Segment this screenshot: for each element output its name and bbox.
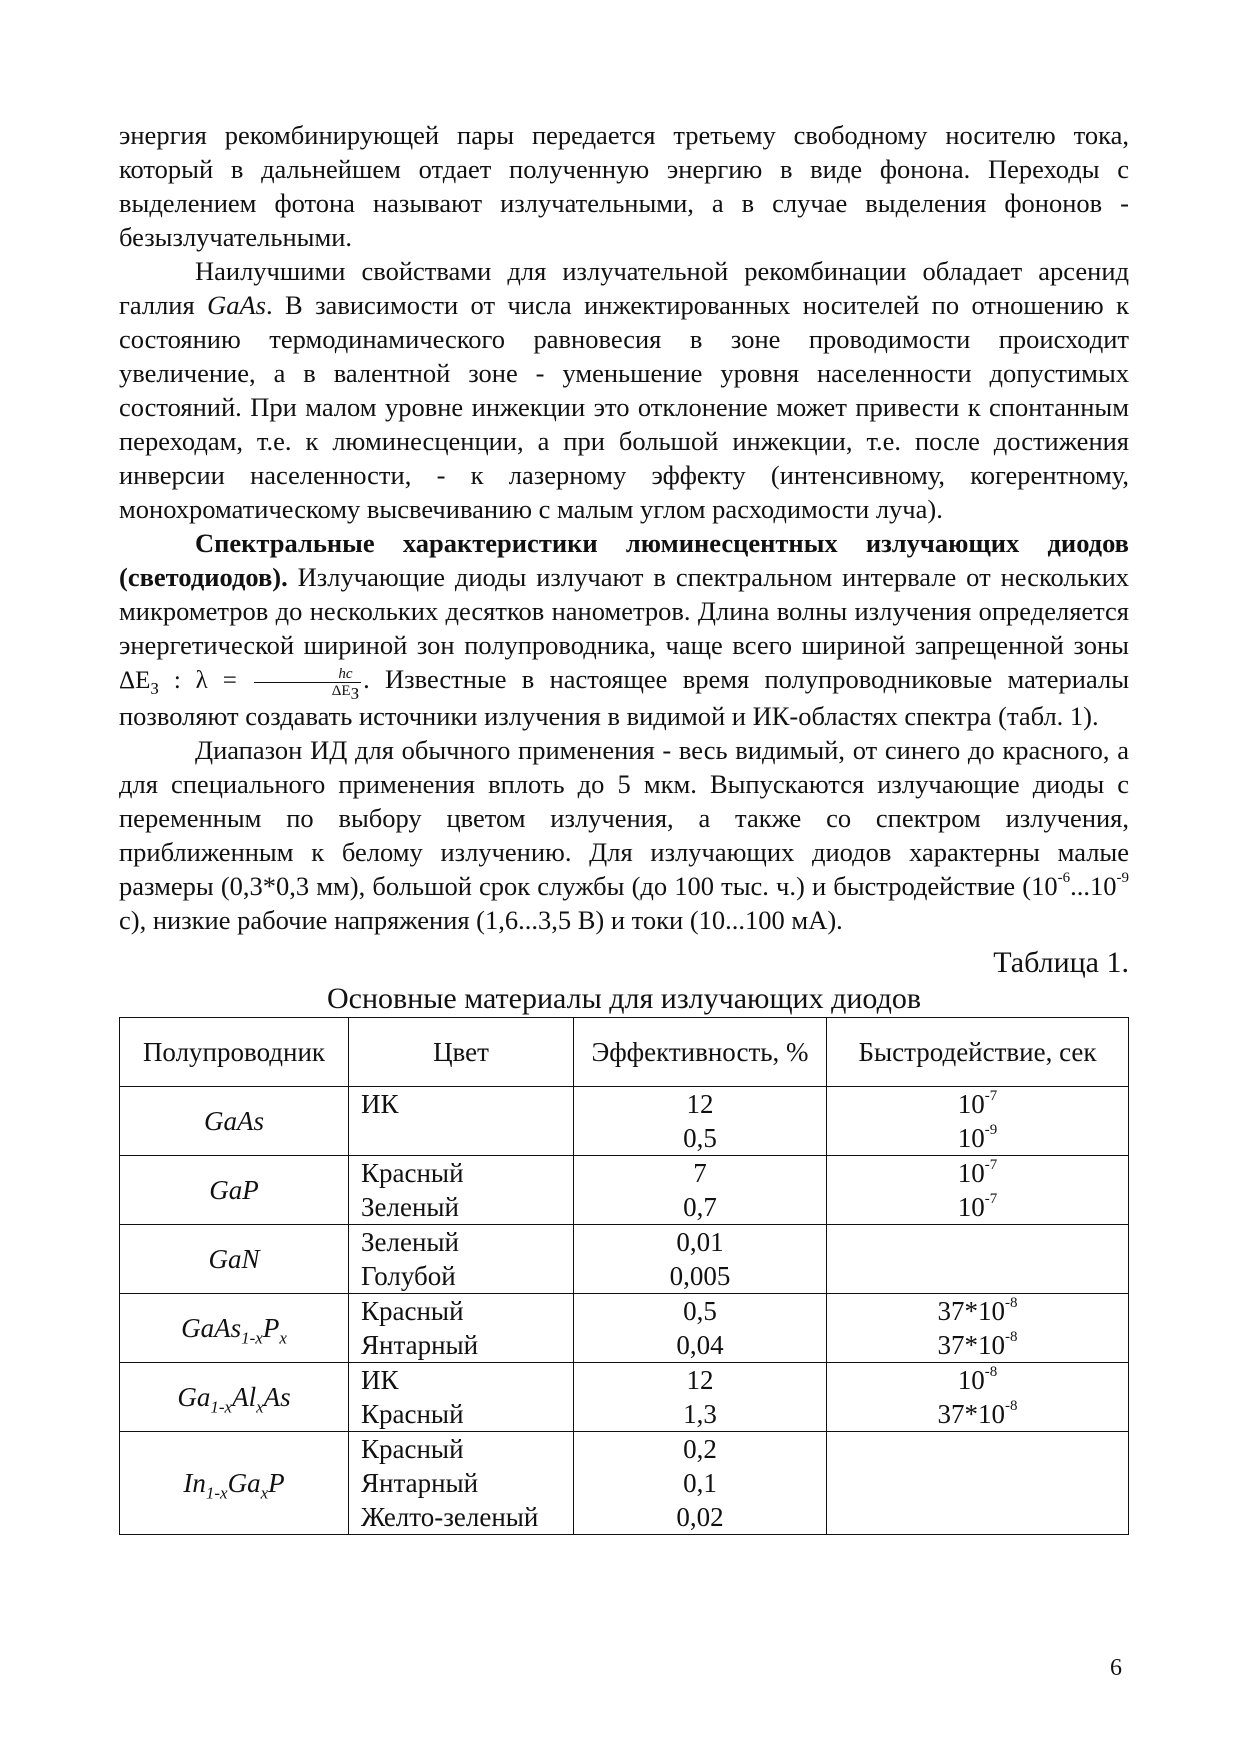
color-cell [349, 1224, 574, 1293]
efficiency-value: 12 [686, 1364, 714, 1395]
material-part: As [263, 1381, 291, 1412]
efficiency-value: 0,5 [683, 1122, 717, 1153]
paragraph-3-text-a: Излучающие диоды излучают в спектральном интервале от нескольких микрометров до нескольких десятков нанометров. Длина волны излучения определяется энергетической шириной зон полупроводника, чаще всего шириной запрещенной зоны [119, 562, 1129, 660]
material-part: P [262, 1312, 280, 1343]
material-subscript: 1-x [241, 1328, 263, 1348]
speed-value [827, 1294, 1128, 1328]
color-value: Зеленый [361, 1226, 460, 1257]
efficiency-value: 0,2 [683, 1433, 717, 1464]
material-part: P [268, 1467, 285, 1498]
formula-den-sub: З [350, 683, 360, 703]
material-cell [120, 1086, 349, 1155]
color-value: Зеленый [361, 1191, 460, 1222]
formula-denominator [254, 682, 361, 703]
efficiency-value: 0,04 [676, 1329, 724, 1360]
material-cell [120, 1362, 349, 1431]
speed-exponent: -7 [984, 1190, 998, 1207]
paragraph-2-text-a: Наилучшими свойствами для излучательной рекомбинации обладает арсенид галлия [119, 256, 1129, 320]
speed-exponent: -8 [1005, 1328, 1018, 1345]
header-speed: Быстродействие, сек [827, 1017, 1129, 1086]
efficiency-value: 7 [693, 1157, 707, 1188]
color-value: Голубой [361, 1260, 456, 1291]
speed-exponent: -9 [984, 1121, 998, 1138]
speed-mantissa: 37* [937, 1329, 978, 1360]
color-cell [349, 1293, 574, 1362]
table-row [120, 1224, 1129, 1293]
table-title: Основные материалы для излучающих диодов [327, 981, 921, 1015]
header-color: Цвет [349, 1017, 574, 1086]
speed-base: 10 [957, 1191, 985, 1222]
efficiency-cell [574, 1431, 827, 1534]
speed-base: 10 [978, 1329, 1005, 1360]
speed-mantissa: 37* [937, 1398, 978, 1429]
table-caption: Таблица 1. [993, 945, 1129, 979]
material-part: GaAs [181, 1312, 242, 1343]
efficiency-cell [574, 1155, 827, 1224]
color-value: Янтарный [361, 1467, 479, 1498]
formula-sub: З [150, 679, 159, 698]
color-value: Красный [361, 1157, 464, 1188]
color-value: Янтарный [361, 1329, 479, 1360]
page-content [119, 118, 1129, 1535]
page-number: 6 [1110, 1655, 1122, 1681]
section-heading: Спектральные характеристики люминесцентных излучающих диодов (светодиодов). [119, 528, 1129, 592]
speed-base: 10 [978, 1398, 1005, 1429]
material-subscript: x [279, 1328, 287, 1348]
material-subscript: 1-x [205, 1483, 228, 1503]
paragraph-3 [119, 526, 1129, 733]
material-part: Ga [177, 1381, 211, 1412]
table-row [120, 1086, 1129, 1155]
efficiency-cell [574, 1224, 827, 1293]
paragraph-4-text-b: ...10 [1070, 870, 1117, 901]
speed-value [827, 1190, 1128, 1224]
speed-value [827, 1363, 1128, 1397]
color-cell [349, 1431, 574, 1534]
color-cell [349, 1362, 574, 1431]
paragraph-2 [119, 254, 1129, 526]
speed-base: 10 [957, 1157, 985, 1188]
formula-delta-e: ΔE [119, 667, 151, 694]
material-cell [120, 1293, 349, 1362]
material-part: Al [232, 1381, 257, 1412]
material-part: Ga [227, 1467, 261, 1498]
speed-base: 10 [957, 1364, 985, 1395]
exponent-1: -6 [1057, 869, 1071, 886]
formula-numerator: hc [254, 666, 361, 683]
efficiency-value: 0,01 [676, 1226, 724, 1257]
color-value [361, 1121, 573, 1155]
color-value: Красный [361, 1398, 464, 1429]
color-value: Красный [361, 1433, 464, 1464]
speed-exponent: -8 [1005, 1294, 1018, 1311]
gaas-term: GaAs [207, 290, 266, 320]
speed-cell [827, 1224, 1129, 1293]
speed-mantissa: 37* [937, 1295, 978, 1326]
paragraph-3-text-b: . Известные в настоящее время полупроводниковые материалы позволяют создавать источники излучения в видимой и ИК-областях спектра (табл. 1). [119, 664, 1129, 731]
efficiency-value: 0,02 [676, 1501, 724, 1532]
paragraph-1: энергия рекомбинирующей пары передается третьему свободному носителю тока, который в дальнейшем отдает полученную энергию в виде фонона. Переходы с выделением фотона называют излучательными, а в случае выделения фононов - безызлучательными. [119, 120, 1129, 252]
speed-value [827, 1121, 1128, 1155]
efficiency-value: 0,5 [683, 1295, 717, 1326]
efficiency-cell [574, 1086, 827, 1155]
table-row [120, 1293, 1129, 1362]
formula-fraction [254, 665, 361, 703]
color-cell [349, 1086, 574, 1155]
speed-exponent: -8 [984, 1363, 998, 1380]
speed-cell [827, 1155, 1129, 1224]
speed-cell [827, 1431, 1129, 1534]
speed-exponent: -8 [1005, 1397, 1018, 1414]
speed-value [827, 1156, 1128, 1190]
speed-cell [827, 1293, 1129, 1362]
table-row [120, 1431, 1129, 1534]
formula-lambda: : λ = [158, 667, 252, 694]
efficiency-value: 0,7 [683, 1191, 717, 1222]
bandgap-formula [119, 665, 363, 703]
table-body [120, 1086, 1129, 1534]
paragraph-4-text-c: с), низкие рабочие напряжения (1,6...3,5 В) и токи (10...100 мА). [119, 904, 843, 935]
efficiency-cell [574, 1293, 827, 1362]
speed-base: 10 [957, 1122, 985, 1153]
color-cell [349, 1155, 574, 1224]
header-efficiency: Эффективность, % [574, 1017, 827, 1086]
formula-den-delta: ΔE [331, 682, 351, 699]
speed-value [827, 1087, 1128, 1121]
color-value: Желто-зеленый [361, 1501, 539, 1532]
header-semiconductor: Полупроводник [120, 1017, 349, 1086]
material-cell [120, 1431, 349, 1534]
speed-base: 10 [978, 1295, 1005, 1326]
speed-cell [827, 1086, 1129, 1155]
material-subscript: 1-x [210, 1397, 233, 1417]
materials-table [119, 1017, 1129, 1535]
efficiency-cell [574, 1362, 827, 1431]
material-subscript: x [256, 1397, 264, 1417]
color-value: ИК [361, 1364, 399, 1395]
speed-cell [827, 1362, 1129, 1431]
speed-exponent: -7 [984, 1087, 998, 1104]
table-row [120, 1155, 1129, 1224]
efficiency-value: 0,1 [683, 1467, 717, 1498]
speed-exponent: -7 [984, 1156, 998, 1173]
material-part: In [183, 1467, 206, 1498]
material-cell [120, 1155, 349, 1224]
material-part: GaP [209, 1174, 259, 1205]
speed-value [827, 1397, 1128, 1431]
paragraph-4 [119, 733, 1129, 937]
paragraph-2-text-b: . В зависимости от числа инжектированных носителей по отношению к состоянию термодинамического равновесия в зоне проводимости происходит увеличение, а в валентной зоне - уменьшение уровня населенности допустимых состояний. При малом уровне инжекции это отклонение может привести к спонтанным переходам, т.е. к люминесценции, а при большой инжекции, т.е. после достижения инверсии населенности, - к лазерному эффекту (интенсивному, когерентному, монохроматическому высвечиванию с малым углом расходимости луча). [119, 290, 1130, 524]
efficiency-value: 0,005 [669, 1260, 731, 1291]
color-value: ИК [361, 1088, 399, 1119]
table-row [120, 1362, 1129, 1431]
paragraph-4-text-a: Диапазон ИД для обычного применения - весь видимый, от синего до красного, а для специального применения вплоть до 5 мкм. Выпускаются излучающие диоды с переменным по выбору цветом излучения, а также со спектром излучения, приближенным к белому излучению. Для излучающих диодов характерны малые размеры (0,3*0,3 мм), большой срок службы (до 100 тыс. ч.) и быстродействие (10 [119, 734, 1129, 901]
material-subscript: x [260, 1483, 269, 1503]
color-value: Красный [361, 1295, 464, 1326]
material-part: GaN [208, 1243, 260, 1274]
material-cell [120, 1224, 349, 1293]
speed-base: 10 [957, 1088, 985, 1119]
table-header-row [120, 1017, 1129, 1086]
speed-value [827, 1328, 1128, 1362]
material-part: GaAs [204, 1105, 264, 1136]
exponent-2: -9 [1116, 869, 1129, 886]
efficiency-value: 12 [686, 1088, 714, 1119]
efficiency-value: 1,3 [683, 1398, 717, 1429]
